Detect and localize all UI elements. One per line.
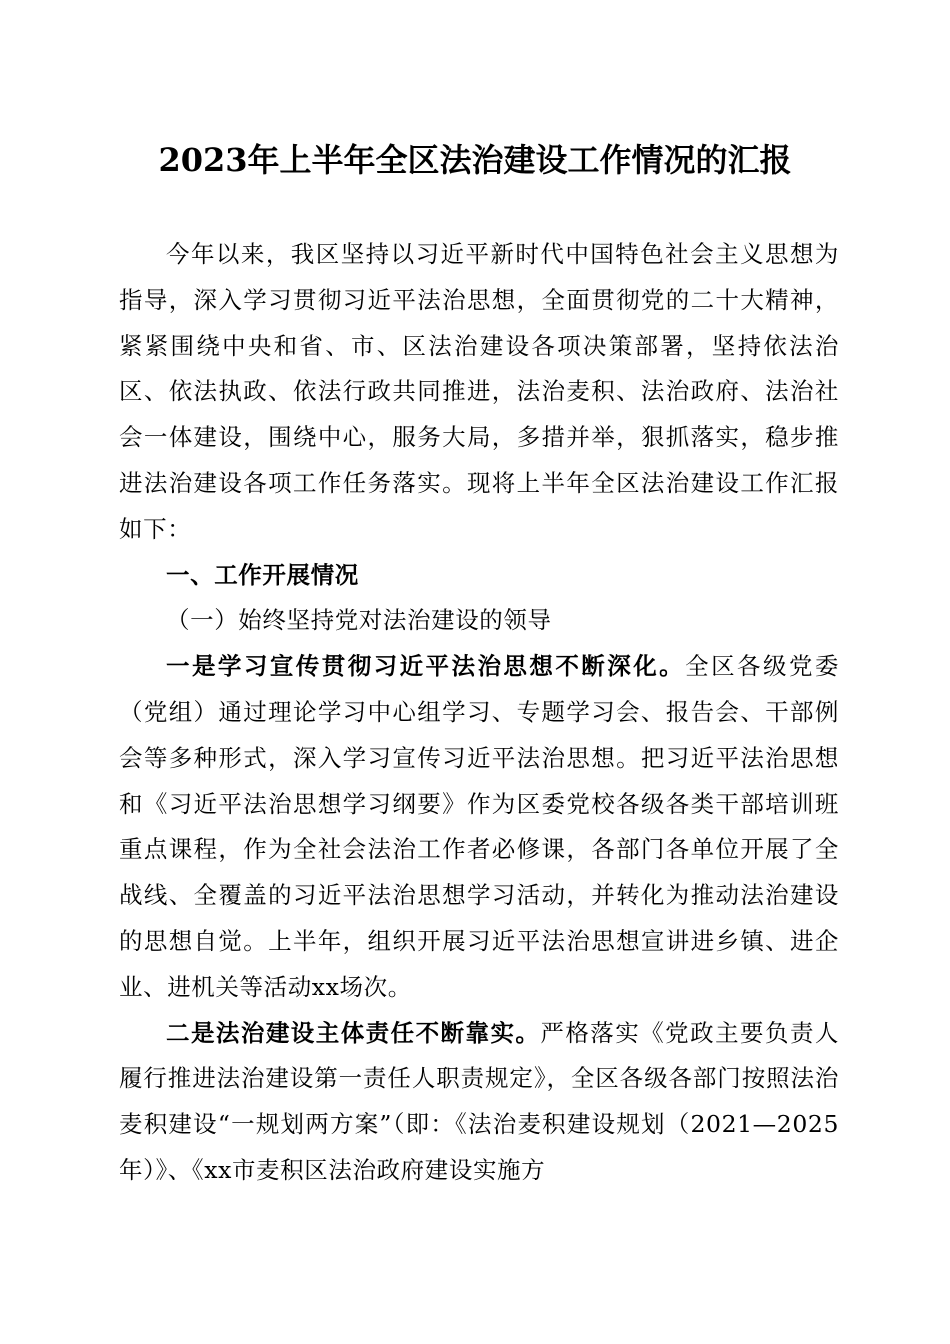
paragraph-2-body: 严格落实《党政主要负责人履行推进法治建设第一责任人职责规定》，全区各级各部门按照法治麦积建设“一规划两方案”（即：《法治麦积建设规划（2021—2025年）》、《xx市麦积区法治政府建设实施方 [119, 1018, 840, 1184]
document-body [119, 232, 839, 1194]
paragraph-1-lead: 一是学习宣传贯彻习近平法治思想不断深化。 [166, 652, 686, 681]
subsection-heading: （一）始终坚持党对法治建设的领导 [166, 606, 552, 635]
paragraph-1 [119, 644, 839, 1010]
document-title: 2023年上半年全区法治建设工作情况的汇报 [158, 141, 792, 179]
intro-paragraph: 今年以来，我区坚持以习近平新时代中国特色社会主义思想为指导，深入学习贯彻习近平法治思想，全面贯彻党的二十大精神，紧紧围绕中央和省、市、区法治建设各项决策部署，坚持依法治区、依法执政、依法行政共同推进，法治麦积、法治政府、法治社会一体建设，围绕中心，服务大局，多措并举，狠抓落实，稳步推进法治建设各项工作任务落实。现将上半年全区法治建设工作汇报如下： [119, 240, 839, 543]
section-heading: 一、工作开展情况 [166, 560, 359, 589]
paragraph-1-body: 全区各级党委（党组）通过理论学习中心组学习、专题学习会、报告会、干部例会等多种形式，深入学习宣传习近平法治思想。把习近平法治思想和《习近平法治思想学习纲要》作为区委党校各级各类干部培训班重点课程，作为全社会法治工作者必修课，各部门各单位开展了全战线、全覆盖的习近平法治思想学习活动，并转化为推动法治建设的思想自觉。上半年，组织开展习近平法治思想宣讲进乡镇、进企业、进机关等活动xx场次。 [119, 652, 840, 1001]
paragraph-2 [119, 1011, 839, 1194]
paragraph-2-lead: 二是法治建设主体责任不断靠实。 [166, 1018, 541, 1047]
